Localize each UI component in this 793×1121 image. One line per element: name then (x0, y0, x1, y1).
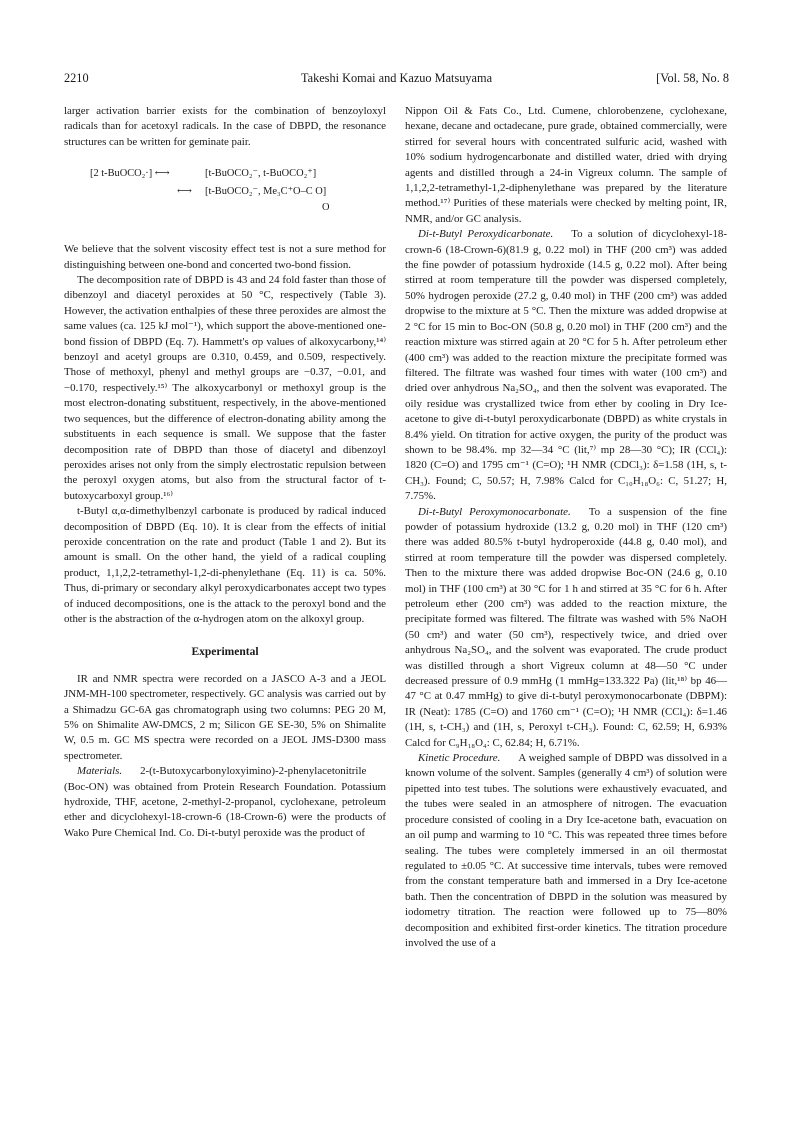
paragraph: The decomposition rate of DBPD is 43 and 24 fold faster than those of dibenzoyl and diacetyl peroxides at 50 °C, respectively (Table 3). However, the activation enthalpies of these three peroxides are almost the same values (ca. 125 kJ mol⁻¹), which support the above-mentioned one-bond fission of DBPD (Eq. 7). Hammett's σp values of alkoxycarbony,¹⁴⁾ benzoyl and acetyl groups are 0.310, 0.459, and 0.509, respectively. Those of methoxyl, phenyl and methyl groups are −0.37, −0.01, and −0.170, respectively.¹⁵⁾ The alkoxycarbonyl or methoxyl group is the most electron-donating substituent, respectively, in the above-mentioned two sequences, but the difference of electron-donating ability among the substituents in each sequence is small. We suppose that the faster decomposition rate of DBPD than those of diacetyl and dibenzoyl peroxides arises not only from the simply electrostatic repulsion between the peroxyl oxygen atoms, but also from the structural factor of t-butoxycarboxyl group.¹⁶⁾ (64, 274, 386, 502)
run-in-heading: Kinetic Procedure. (418, 752, 501, 765)
run-in-heading: Materials. (77, 765, 123, 778)
page-number: 2210 (64, 71, 89, 85)
paragraph (405, 227, 727, 504)
paragraph: IR and NMR spectra were recorded on a JASCO A-3 and a JEOL JNM-MH-100 spectrometer, respectively. GC analysis was carried out by a Shimadzu GC-6A gas chromatograph using two columns: PEG 20 M, 5% on Shimalite AW-DMCS, 2 m; Silicon GE SE-30, 5% on Shimalite W, 0.5 m. GC MS spectra were recorded on a JEOL JMS-D300 mass spectrometer. (64, 672, 386, 762)
running-title: Takeshi Komai and Kazuo Matsuyama (300, 71, 493, 85)
left-column (64, 104, 386, 841)
paragraph (405, 505, 727, 752)
paragraph: Nippon Oil & Fats Co., Ltd. Cumene, chlorobenzene, cyclohexane, hexane, decane and octadecane, pure grade, obtained commercially, were stirred for several hours with concentrated sulfuric acid, washed with 10% sodium hydrogencarbonate and distilled water, dried with drying agents and distilled through a 24-in Vigreux column. The sample of 1,1,2,2-tetramethyl-1,2-diphenylethane was prepared by the literature method.¹⁷⁾ Purities of these materials were checked by melting point, IR, NMR, and/or GC analysis. (405, 105, 727, 225)
scheme-line2-right: [t-BuOCO₂⁻, Me₃C⁺O–C O] (205, 186, 327, 198)
paragraph: larger activation barrier exists for the combination of benzoyloxyl radicals than for acetoxyl radicals. In the case of DBPD, the resonance structures can be written for geminate pair. (64, 105, 386, 148)
scheme-line1-left: [2 t-BuOCO₂·] ⟷ (90, 168, 170, 180)
scheme-line2-arrow: ⟷ (177, 186, 192, 198)
paragraph-text: A weighed sample of DBPD was dissolved in a known volume of the solvent. Samples (generally 4 cm³) of solution were pipetted into test tubes. The solutions were exhaustively evacuated, and the tubes were sealed in an atmosphere of nitrogen. The evacuation procedure consisted of cooling in a Dry Ice-acetone bath, evacuation on an oil pump and warming to 10 °C. This was repeated three times before sealing. The tubes were completely immersed in an oil thermostat regulated to ±0.05 °C. At successive time intervals, tubes were removed from the constant temperature bath and immersed in a Dry Ice-acetone bath. Then the concentration of DBPD in the solution was measured by iodometry titration. The reaction were followed up to 75—80% decomposition and exhibited first-order kinetics. The titration procedure involved the use of a (405, 752, 728, 949)
volume-info: [Vol. 58, No. 8 (656, 71, 729, 85)
paragraph-text: To a suspension of the fine powder of potassium hydroxide (13.2 g, 0.20 mol) in THF (120 cm³) there was added 80.5% t-butyl hydroperoxide (44.8 g, 0.40 mol), and stirred at room temperature till the powder was dispersed completely. Then to the mixture there was added dropwise Boc-ON (24.6 g, 0.10 mol) in THF (100 cm³) at 30 °C for 1 h and stirred at 35 °C for 6 h. After petroleum ether (200 cm³) was added to the reaction mixture, the precipitate formed was filtered. The filtrate was washed with 5% NaOH (50 cm³) and water (50 cm³), respectively twice, and dried over anhydrous Na₂SO₄, and the solvent was evaporated. The crude product was distilled through a short Vigreux column at 48—50 °C under decreased pressure of 0.9 mmHg (1 mmHg=133.322 Pa) (lit,¹⁸⁾ bp 46—47 °C at 0.47 mmHg) to give di-t-butyl peroxymonocarbonate (DBPM): IR (Neat): 1785 (C=O) and 1760 cm⁻¹ (C=O); ¹H NMR (CCl₄): δ=1.46 (1H, s, t-CH₃) and (1H, s, Peroxyl t-CH₃). Found: C, 62.59; H, 6.93% Calcd for C₉H₁₈O₄: C, 62.84; H, 6.71%. (405, 505, 727, 749)
scheme-line1-right: [t-BuOCO₂⁻, t-BuOCO₂⁺] (205, 168, 317, 180)
paragraph: We believe that the solvent viscosity effect test is not a sure method for distinguishing between one-bond and concerted two-bond fission. (64, 243, 386, 271)
paragraph: t-Butyl α,α-dimethylbenzyl carbonate is produced by radical induced decomposition of DBPD (Eq. 10). It is clear from the effects of initial peroxide concentration on the rate and product (Table 1 and 2). But its amount is small. On the other hand, the yield of a radical coupling product, 1,1,2,2-tetramethyl-1,2-di-phenylethane (Eq. 11) is ca. 50%. Thus, di-primary or secondary alkyl peroxydicarbonates accept two types of induced decompositions, one is the attack to the peroxyl bond and the other is the abstraction of the α-hydrogen atom on the alkoxyl group. (64, 505, 386, 625)
right-column (405, 104, 727, 951)
section-heading: Experimental (191, 646, 259, 659)
resonance-scheme (64, 164, 386, 234)
paragraph-text: 2-(t-Butoxycarbonyloxyimino)-2-phenylacetonitrile (Boc-ON) was obtained from Protein Research Foundation. Potassium hydroxide, THF, acetone, 2-methyl-2-propanol, cyclohexane, petroleum ether and dicyclohexyl-18-crown-6 (18-Crown-6) were the products of Wako Pure Chemical Ind. Co. Di-t-butyl peroxide was the product of (64, 765, 386, 839)
running-header (64, 71, 729, 89)
paragraph (64, 764, 386, 841)
run-in-heading: Di-t-Butyl Peroxymonocarbonate. (418, 505, 571, 518)
scheme-carbonyl-oxygen: O (322, 202, 330, 214)
run-in-heading: Di-t-Butyl Peroxydicarbonate. (418, 228, 554, 241)
paragraph-text: To a solution of dicyclohexyl-18-crown-6 (18-Crown-6)(81.9 g, 0.22 mol) in THF (200 cm³) was added the fine powder of potassium hydroxide (14.5 g, 0.22 mol). After being stirred at room temperature till the powder was dispersed completely, 50% hydrogen peroxide (27.2 g, 0.40 mol) in THF (200 cm³) was added dropwise to the mixture at 5 °C. Then the mixture was added dropwise at 2 °C for 15 min to Boc-ON (50.8 g, 0.20 mol) in THF (200 cm³) and the reaction mixture was stirred again at 20 °C for 5 h. After petroleum ether (400 cm³) was added to the reaction mixture the precipitate formed was filtered. The filtrate was washed four times with water (100 cm³) and dried over anhydrous Na₂SO₄, and then the solvent was evaporated. The oily residue was crystallized twice from ether by cooling in Dry Ice-acetone to give di-t-butyl peroxydicarbonate (DBPD) as white crystals in 8.4% yield. On titration for active oxygen, the purity of the product was shown to be 98.4%. mp 32—34 °C (lit,⁷⁾ mp 28—30 °C); IR (CCl₄): 1820 (C=O) and 1795 cm⁻¹ (C=O); ¹H NMR (CDCl₃): δ=1.58 (1H, s, t-CH₃). Found; C, 50.57; H, 7.98% Calcd for C₁₀H₁₈O₆: C, 51.27; H, 7.75%. (405, 228, 727, 503)
paragraph (405, 751, 727, 951)
